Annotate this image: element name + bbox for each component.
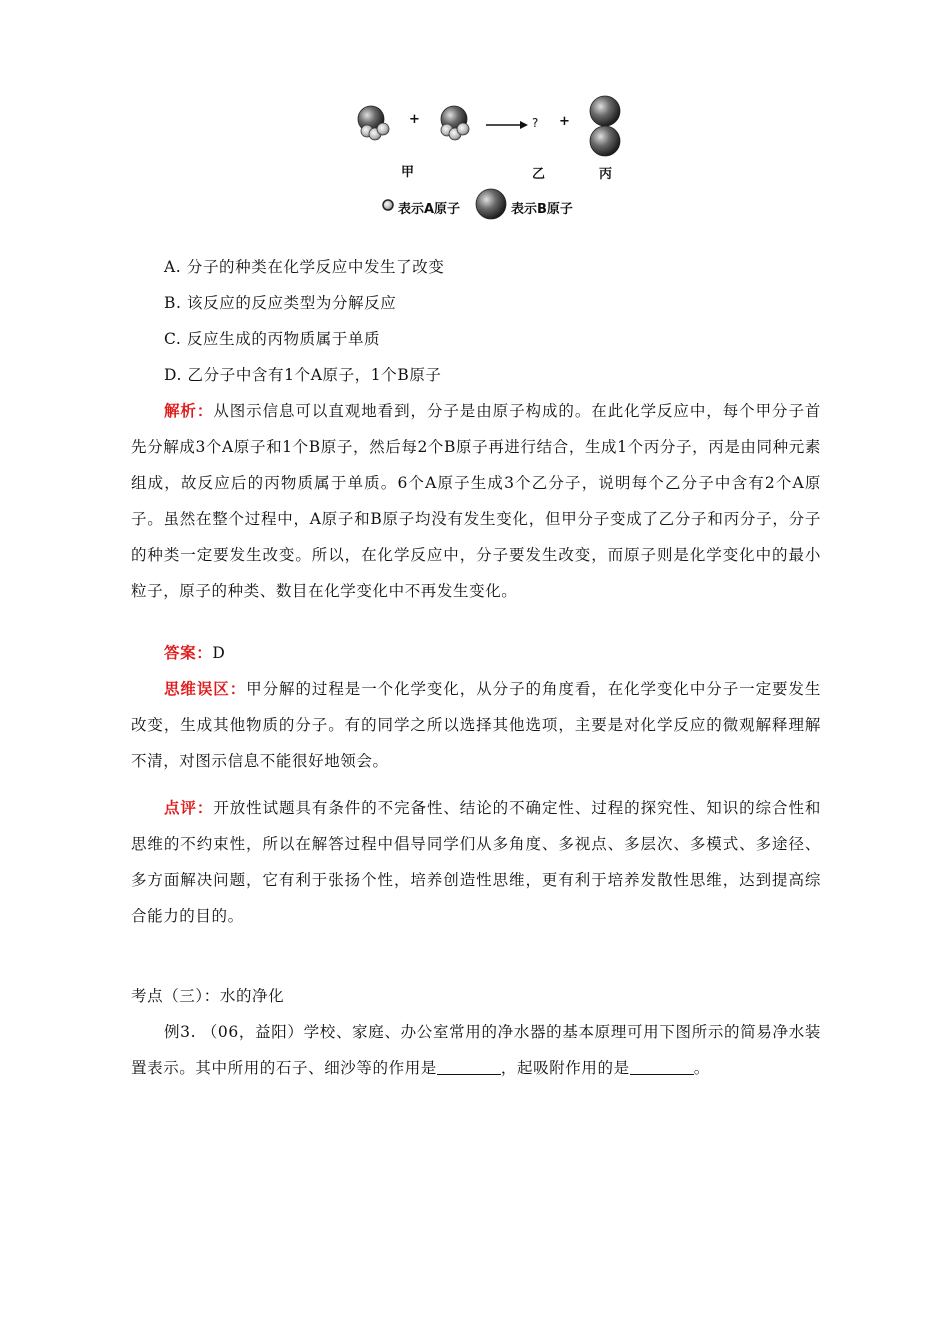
label-bing: 丙 — [599, 167, 613, 182]
answer-blank-2[interactable] — [630, 1060, 694, 1075]
example-block — [131, 1014, 821, 1086]
mistake-label: 思维误区： — [164, 680, 247, 698]
analysis-block — [131, 393, 821, 609]
reaction-diagram-svg — [352, 92, 632, 232]
plus-sign: + — [559, 114, 570, 129]
jia-a-atom — [457, 123, 469, 135]
reaction-diagram — [352, 92, 632, 232]
bing-b-atom — [590, 126, 620, 156]
jia-a-atom — [377, 123, 389, 135]
analysis-label: 解析： — [164, 402, 214, 420]
example-text-2: ，起吸附作用的是 — [500, 1059, 630, 1077]
comment-block — [131, 790, 821, 934]
answer-text: D — [212, 644, 226, 662]
label-jia: 甲 — [401, 165, 415, 180]
answer-block — [131, 635, 821, 671]
legend-a-atom — [383, 200, 393, 210]
molecule-bing — [590, 96, 620, 156]
option-d: D. 乙分子中含有1个A原子，1个B原子 — [164, 366, 442, 384]
comment-label: 点评： — [164, 799, 214, 817]
option-c: C. 反应生成的丙物质属于单质 — [164, 330, 381, 348]
answer-label: 答案： — [164, 644, 213, 662]
option-b: B. 该反应的反应类型为分解反应 — [164, 294, 397, 312]
molecule-jia-2 — [441, 106, 469, 140]
comment-text: 开放性试题具有条件的不完备性、结论的不确定性、过程的探究性、知识的综合性和思维的不约束性，所以在解答过程中倡导同学们从多角度、多视点、多层次、多模式、多途径、多方面解决问题，它有利于张扬个性，培养创造性思维，更有利于培养发散性思维，达到提高综合能力的目的。 — [131, 799, 822, 925]
example-text-1: 例3. （06，益阳）学校、家庭、办公室常用的净水器的基本原理可用下图所示的简易净水装置表示。其中所用的石子、细沙等的作用是 — [131, 1023, 821, 1077]
mistake-text: 甲分解的过程是一个化学变化，从分子的角度看，在化学变化中分子一定要发生改变，生成其他物质的分子。有的同学之所以选择其他选项，主要是对化学反应的微观解释理解不清，对图示信息不能很好地领会。 — [131, 680, 821, 770]
legend-a-text: 表示A原子 — [398, 202, 461, 217]
option-a: A. 分子的种类在化学反应中发生了改变 — [164, 258, 445, 276]
answer-blank-1[interactable] — [437, 1060, 501, 1075]
example-text-3: 。 — [693, 1059, 710, 1077]
bing-b-atom — [590, 96, 620, 126]
analysis-text: 从图示信息可以直观地看到，分子是由原子构成的。在此化学反应中，每个甲分子首先分解成3个A原子和1个B原子，然后每2个B原子再进行结合，生成1个丙分子，丙是由同种元素组成，故反应后的丙物质属于单质。6个A原子生成3个乙分子，说明每个乙分子中含有2个A原子。虽然在整个过程中，A原子和B原子均没有发生变化，但甲分子变成了乙分子和丙分子，分子的种类一定要发生改变。所以，在化学反应中，分子要发生改变，而原子则是化学变化中的最小粒子，原子的种类、数目在化学变化中不再发生变化。 — [131, 402, 822, 600]
molecule-jia — [358, 106, 389, 140]
arrow-head — [520, 121, 528, 129]
mistake-block — [131, 671, 821, 779]
label-yi: 乙 — [532, 167, 546, 182]
question-mark: ? — [532, 116, 539, 130]
section-title: 考点（三）：水的净化 — [131, 987, 285, 1005]
plus-sign: + — [409, 112, 420, 127]
legend-b-atom — [476, 189, 506, 219]
legend-b-text: 表示B原子 — [511, 202, 573, 217]
